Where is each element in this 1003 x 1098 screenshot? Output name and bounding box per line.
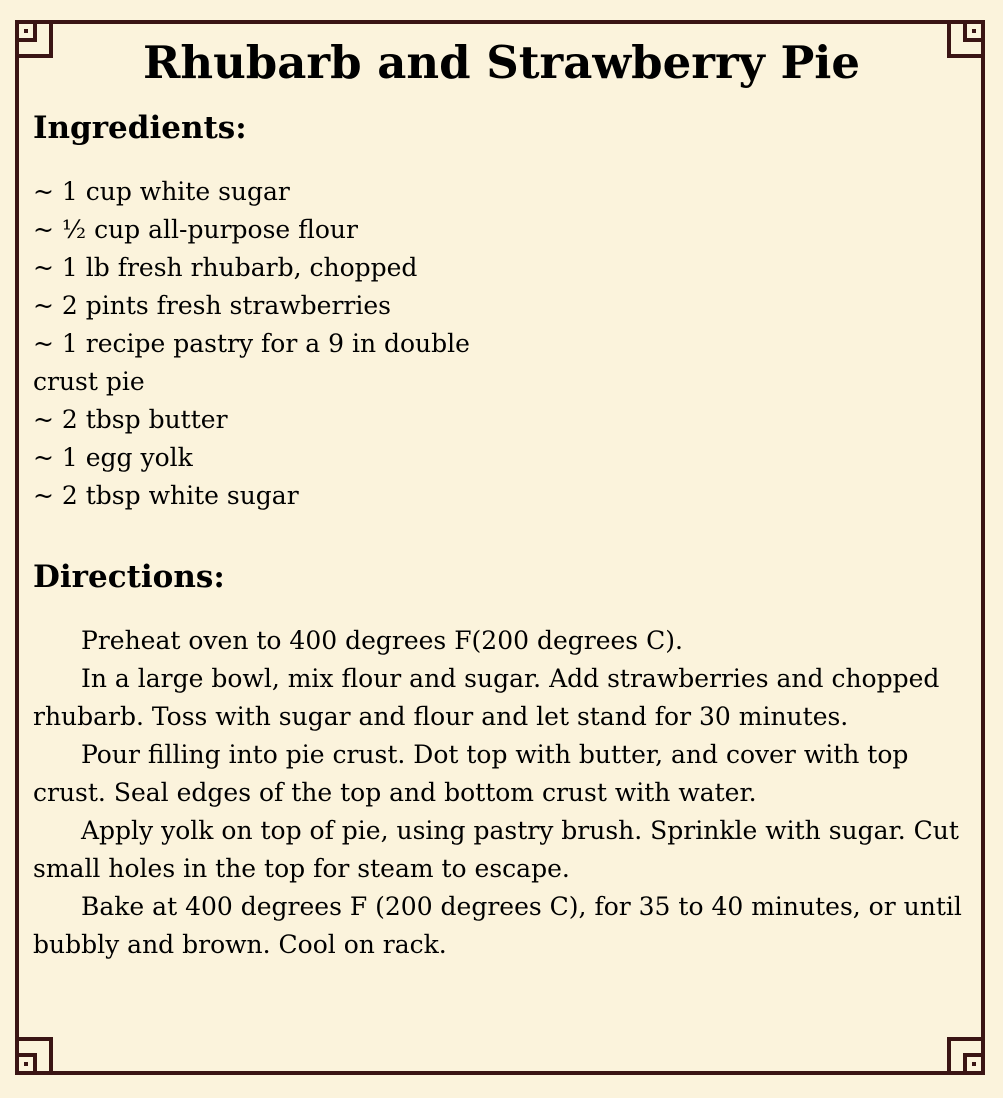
ingredient-item: ~ 1 egg yolk (33, 443, 193, 472)
direction-step: Bake at 400 degrees F (200 degrees C), for 35 to 40 minutes, or until bubbly and brown. Cool on rack. (33, 892, 962, 959)
ingredient-item: ~ 2 tbsp white sugar (33, 481, 299, 510)
corner-ornament-icon (947, 1037, 985, 1075)
direction-step: In a large bowl, mix flour and sugar. Add strawberries and chopped rhubarb. Toss with sugar and flour and let stand for 30 minutes. (33, 664, 940, 731)
ingredient-item: ~ 1 recipe pastry for a 9 in double crust pie (33, 329, 470, 396)
ingredients-heading: Ingredients: (33, 110, 247, 146)
ingredient-item: ~ 2 pints fresh strawberries (33, 291, 391, 320)
ingredient-item: ~ ½ cup all-purpose flour (33, 215, 358, 244)
directions-heading: Directions: (33, 559, 225, 595)
direction-step: Preheat oven to 400 degrees F(200 degrees C). (81, 626, 683, 655)
directions-text (33, 622, 973, 964)
direction-step: Apply yolk on top of pie, using pastry brush. Sprinkle with sugar. Cut small holes in the top for steam to escape. (33, 816, 959, 883)
direction-step: Pour filling into pie crust. Dot top with butter, and cover with top crust. Seal edges of the top and bottom crust with water. (33, 740, 909, 807)
recipe-title: Rhubarb and Strawberry Pie (142, 36, 861, 89)
ingredient-item: ~ 1 lb fresh rhubarb, chopped (33, 253, 418, 282)
corner-ornament-icon (15, 1037, 53, 1075)
ingredient-item: ~ 1 cup white sugar (33, 177, 290, 206)
ingredients-list (33, 173, 483, 515)
ingredient-item: ~ 2 tbsp butter (33, 405, 228, 434)
